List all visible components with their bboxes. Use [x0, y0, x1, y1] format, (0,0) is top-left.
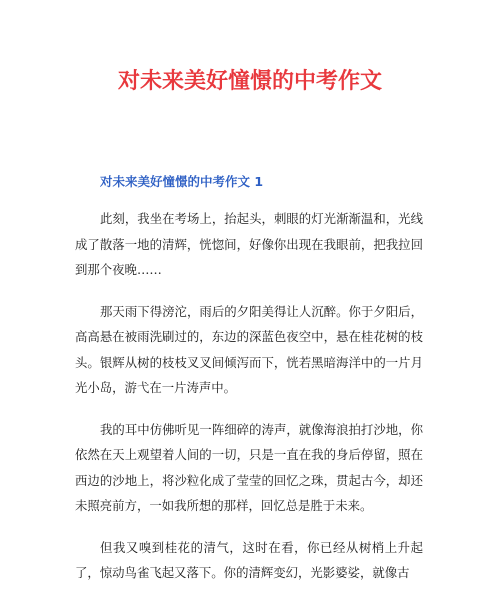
section-heading: 对未来美好憧憬的中考作文 1 — [100, 174, 264, 189]
paragraph-3: 我的耳中仿佛听见一阵细碎的涛声，就像海浪拍打沙地，你依然在天上观望着人间的一切，只是一直在我的身后停留，照在西边的沙地上，将沙粒化成了莹莹的回忆之珠，贯起古今，却还未照亮前方，一如我所想的那样，回忆总是胜于未来。 — [75, 421, 423, 513]
paragraph-1: 此刻，我坐在考场上，抬起头，刺眼的灯光渐渐温和，光线成了散落一地的清辉，恍惚间，好像你出现在我眼前，把我拉回到那个夜晚…… — [75, 211, 423, 277]
paragraph-4: 但我又嗅到桂花的清气，这时在看，你已经从树梢上升起了，惊动鸟雀飞起又落下。你的清辉变幻，光影婆娑，就像古 — [75, 539, 423, 580]
paragraph-2: 那天雨下得滂沱，雨后的夕阳美得让人沉醉。你于夕阳后，高高悬在被雨洗刷过的，东边的深蓝色夜空中，悬在桂花树的枝头。银辉从树的枝枝叉叉间倾泻而下，恍若黑暗海洋中的一片月光小岛，游弋在一片涛声中。 — [75, 303, 423, 395]
article-body — [75, 206, 423, 602]
document-title: 对未来美好憧憬的中考作文 — [117, 69, 382, 94]
